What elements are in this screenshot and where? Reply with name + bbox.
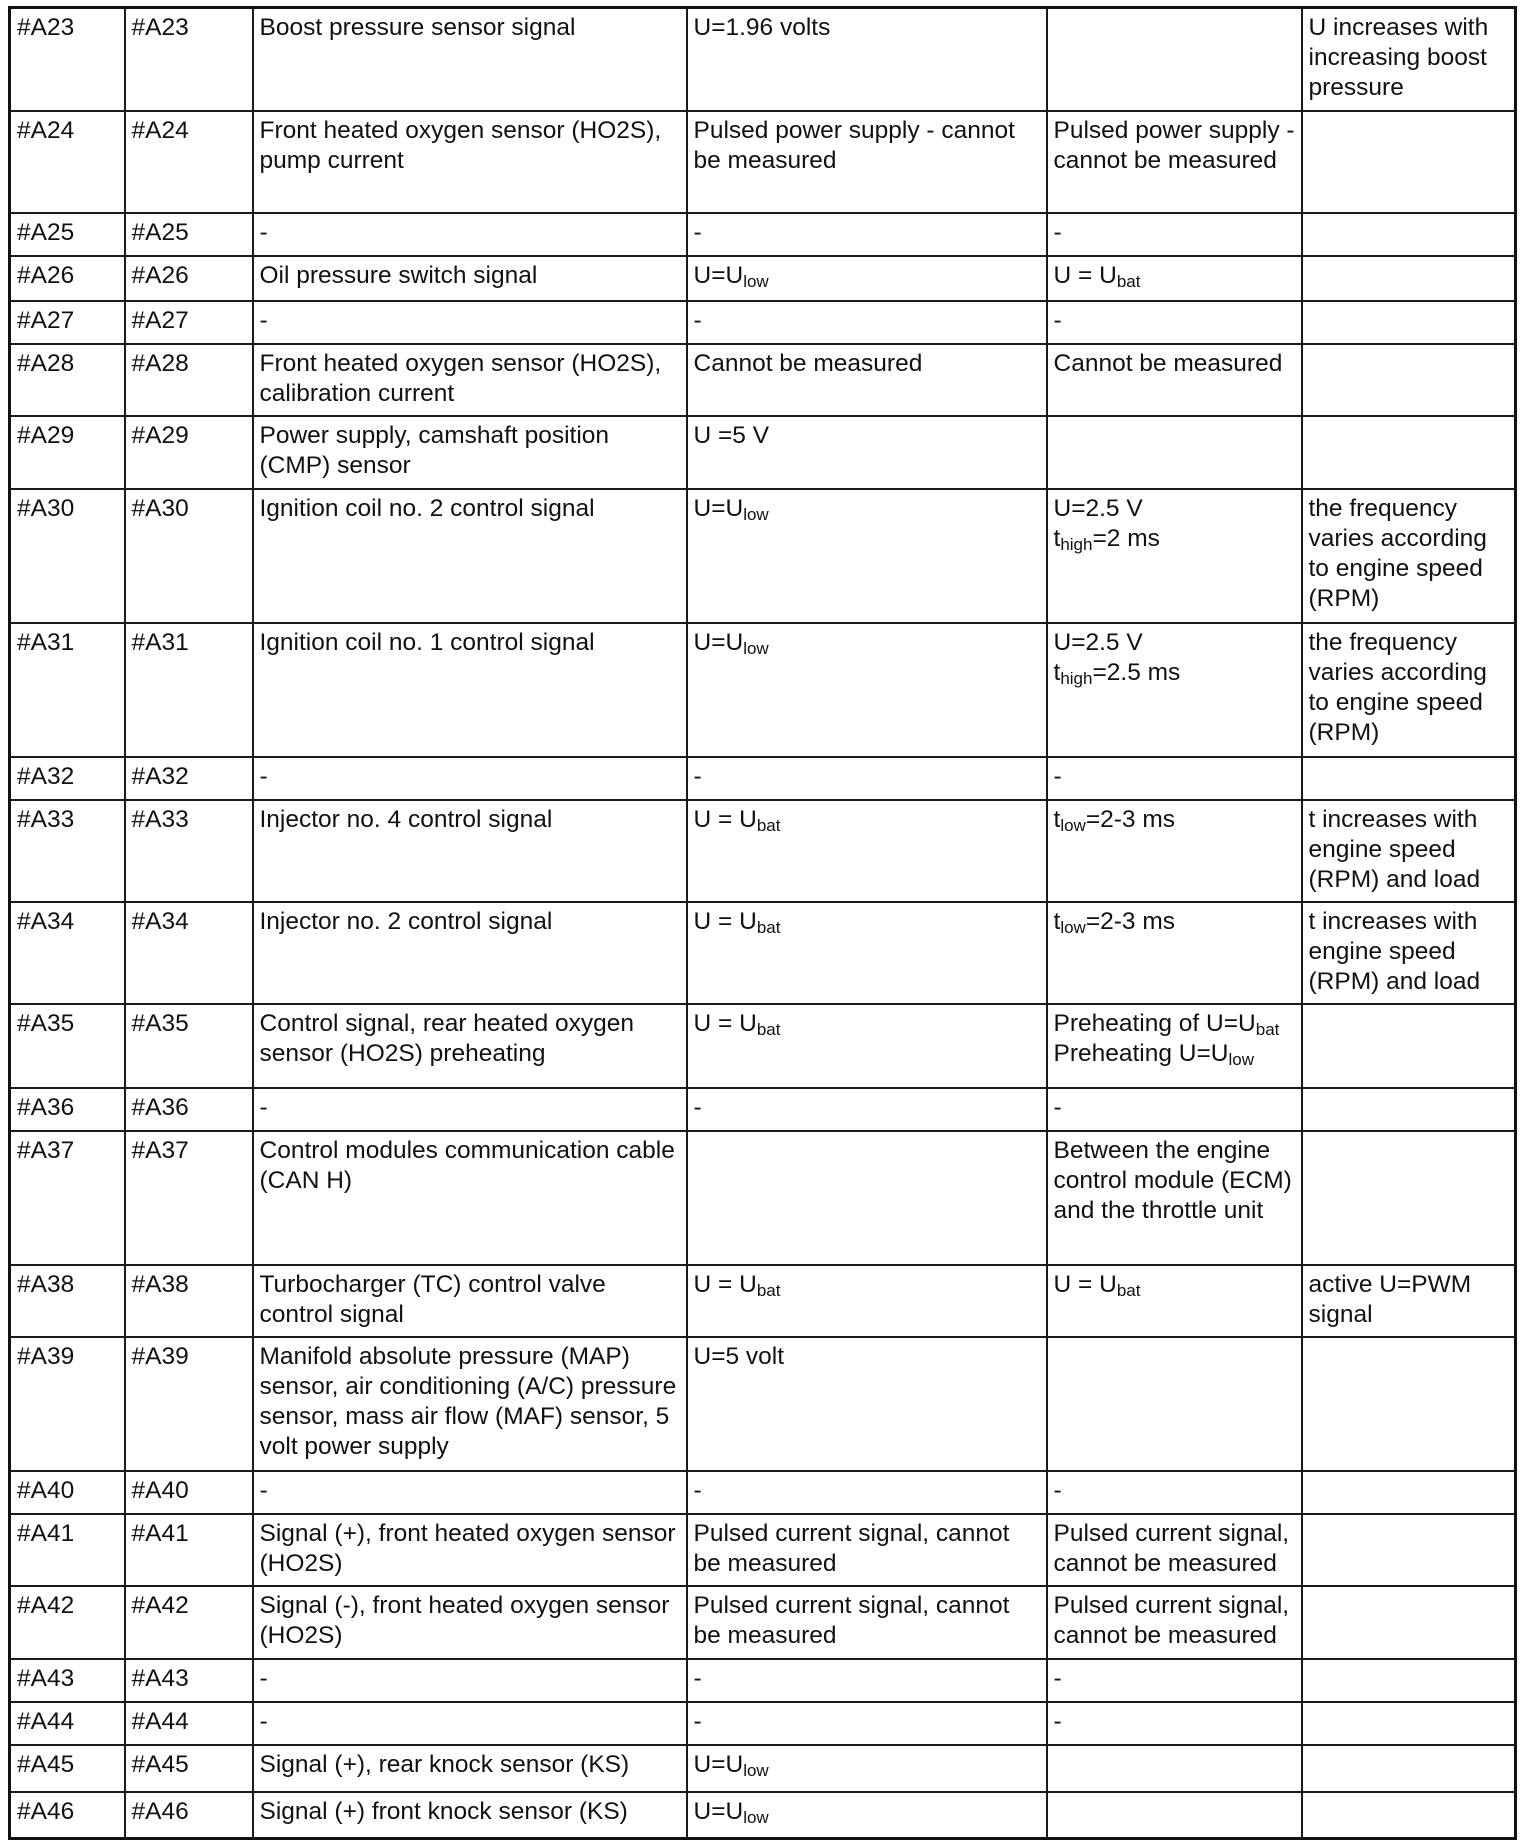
value-text: -: [693, 306, 702, 334]
value-cell-line: [694, 907, 1041, 937]
table-row: [10, 256, 1516, 301]
value-cell: [687, 301, 1047, 344]
condition-cell: [1047, 1702, 1302, 1745]
pin-number-cell: #A43: [10, 1659, 125, 1702]
condition-cell-line: [1054, 907, 1296, 937]
condition-cell-line: [1054, 628, 1296, 658]
value-cell-line: [694, 628, 1041, 658]
value-text: Pulsed current signal, cannot be measured: [693, 1519, 1010, 1577]
condition-cell-line: [1054, 1009, 1296, 1039]
condition-cell: [1047, 8, 1302, 111]
value-text: Between the engine control module (ECM) and the throttle unit: [1053, 1136, 1292, 1224]
value-text: t: [1053, 524, 1061, 552]
pin-number-cell: #A29: [10, 416, 125, 489]
value-cell-line: [694, 1519, 1041, 1579]
value-cell-line: [694, 1093, 1041, 1123]
pin-table-body: [10, 8, 1516, 1839]
value-cell-line: [694, 1707, 1041, 1737]
pin-number-alt-cell: #A33: [125, 800, 253, 902]
condition-cell: [1047, 416, 1302, 489]
subscript-text: bat: [756, 917, 781, 937]
value-text: Pulsed current signal, cannot be measured: [693, 1591, 1010, 1649]
value-text: U=U: [693, 494, 744, 522]
value-cell: [687, 1586, 1047, 1659]
table-row: [10, 416, 1516, 489]
description-cell: Signal (+), rear knock sensor (KS): [253, 1745, 687, 1792]
condition-cell: [1047, 757, 1302, 800]
value-cell: [687, 1471, 1047, 1514]
value-cell-line: [694, 218, 1041, 248]
value-text: Pulsed current signal, cannot be measured: [1053, 1519, 1290, 1577]
condition-cell: [1047, 1337, 1302, 1471]
pin-number-cell: #A38: [10, 1265, 125, 1337]
value-cell: [687, 111, 1047, 213]
condition-cell-line: [1054, 116, 1296, 176]
value-text: -: [693, 762, 702, 790]
value-cell: [687, 213, 1047, 256]
note-cell: the frequency varies according to engine speed (RPM): [1302, 623, 1516, 757]
value-cell-line: [694, 1270, 1041, 1300]
value-text: U=U: [693, 1750, 744, 1778]
pin-number-alt-cell: #A24: [125, 111, 253, 213]
subscript-text: bat: [1116, 271, 1141, 291]
value-text: t: [1053, 805, 1061, 833]
note-cell: U increases with increasing boost pressure: [1302, 8, 1516, 111]
value-cell-line: [694, 762, 1041, 792]
value-cell-line: [694, 1476, 1041, 1506]
pin-number-cell: #A42: [10, 1586, 125, 1659]
pin-number-cell: #A45: [10, 1745, 125, 1792]
condition-cell-line: [1054, 1093, 1296, 1123]
pin-number-alt-cell: #A23: [125, 8, 253, 111]
pin-number-cell: #A39: [10, 1337, 125, 1471]
subscript-text: low: [743, 1807, 769, 1827]
subscript-text: bat: [756, 1280, 781, 1300]
table-row: [10, 902, 1516, 1004]
value-text: U = U: [1053, 1270, 1117, 1298]
value-cell: [687, 416, 1047, 489]
value-text: U=2.5 V: [1053, 494, 1143, 522]
condition-cell-line: [1054, 1519, 1296, 1579]
table-row: [10, 1004, 1516, 1088]
note-cell: [1302, 344, 1516, 416]
description-cell: Ignition coil no. 1 control signal: [253, 623, 687, 757]
description-cell: Boost pressure sensor signal: [253, 8, 687, 111]
note-cell: [1302, 213, 1516, 256]
pin-number-cell: #A26: [10, 256, 125, 301]
table-row: [10, 757, 1516, 800]
description-cell: -: [253, 213, 687, 256]
table-row: [10, 301, 1516, 344]
value-text: Preheating U=U: [1053, 1039, 1229, 1067]
value-cell: [687, 800, 1047, 902]
condition-cell: [1047, 213, 1302, 256]
description-cell: Control signal, rear heated oxygen sensor (HO2S) preheating: [253, 1004, 687, 1088]
subscript-text: high: [1060, 534, 1093, 554]
value-cell: [687, 1004, 1047, 1088]
pin-number-alt-cell: #A37: [125, 1131, 253, 1265]
condition-cell-line: [1054, 1591, 1296, 1651]
note-cell: [1302, 1131, 1516, 1265]
description-cell: -: [253, 1088, 687, 1131]
pin-number-cell: #A24: [10, 111, 125, 213]
pin-number-alt-cell: #A38: [125, 1265, 253, 1337]
note-cell: [1302, 1586, 1516, 1659]
condition-cell-line: [1054, 261, 1296, 291]
value-cell-line: [694, 805, 1041, 835]
value-cell: [687, 757, 1047, 800]
note-cell: [1302, 1659, 1516, 1702]
pin-number-alt-cell: #A39: [125, 1337, 253, 1471]
value-text: U =5 V: [693, 421, 770, 449]
pin-number-cell: #A28: [10, 344, 125, 416]
value-text: U = U: [1053, 261, 1117, 289]
condition-cell: [1047, 1745, 1302, 1792]
table-row: [10, 1702, 1516, 1745]
table-row: [10, 489, 1516, 623]
pin-table-page: [8, 6, 1517, 1840]
condition-cell: [1047, 1131, 1302, 1265]
pin-number-alt-cell: #A31: [125, 623, 253, 757]
pin-number-cell: #A30: [10, 489, 125, 623]
pin-number-cell: #A25: [10, 213, 125, 256]
subscript-text: bat: [756, 815, 781, 835]
value-text: -: [1053, 1707, 1062, 1735]
subscript-text: low: [1060, 917, 1086, 937]
value-cell: [687, 1131, 1047, 1265]
value-text: -: [1053, 1664, 1062, 1692]
pin-number-alt-cell: #A42: [125, 1586, 253, 1659]
pin-number-alt-cell: #A36: [125, 1088, 253, 1131]
description-cell: Oil pressure switch signal: [253, 256, 687, 301]
description-cell: Front heated oxygen sensor (HO2S), pump current: [253, 111, 687, 213]
table-row: [10, 1337, 1516, 1471]
pin-number-cell: #A35: [10, 1004, 125, 1088]
value-cell: [687, 1265, 1047, 1337]
description-cell: -: [253, 1702, 687, 1745]
pin-number-cell: #A46: [10, 1792, 125, 1839]
value-text: -: [693, 218, 702, 246]
table-row: [10, 1745, 1516, 1792]
condition-cell: [1047, 902, 1302, 1004]
value-text: Cannot be measured: [1053, 349, 1283, 377]
value-cell: [687, 623, 1047, 757]
subscript-text: low: [743, 271, 769, 291]
subscript-text: low: [743, 504, 769, 524]
note-cell: [1302, 1088, 1516, 1131]
value-cell-line: [694, 349, 1041, 379]
description-cell: -: [253, 1659, 687, 1702]
subscript-text: low: [1228, 1049, 1255, 1069]
pin-number-cell: #A34: [10, 902, 125, 1004]
value-text: Preheating of U=U: [1053, 1009, 1256, 1037]
value-text: t: [1053, 658, 1061, 686]
value-text: U = U: [693, 1009, 757, 1037]
value-cell-line: [694, 1750, 1041, 1780]
value-text: Pulsed current signal, cannot be measured: [1053, 1591, 1290, 1649]
condition-cell: [1047, 1004, 1302, 1088]
value-cell-line: [694, 1591, 1041, 1651]
value-cell-line: [694, 261, 1041, 291]
value-text: U=U: [693, 1797, 744, 1825]
condition-cell: [1047, 256, 1302, 301]
value-text: -: [693, 1093, 702, 1121]
subscript-text: bat: [756, 1019, 781, 1039]
pin-number-cell: #A32: [10, 757, 125, 800]
note-cell: [1302, 1514, 1516, 1586]
condition-cell-line: [1054, 1476, 1296, 1506]
table-row: [10, 1514, 1516, 1586]
pin-number-cell: #A41: [10, 1514, 125, 1586]
condition-cell: [1047, 1265, 1302, 1337]
description-cell: Signal (+), front heated oxygen sensor (HO2S): [253, 1514, 687, 1586]
value-cell: [687, 1088, 1047, 1131]
condition-cell: [1047, 623, 1302, 757]
value-cell-line: [694, 421, 1041, 451]
condition-cell: [1047, 301, 1302, 344]
pin-number-cell: #A31: [10, 623, 125, 757]
pin-number-alt-cell: #A35: [125, 1004, 253, 1088]
condition-cell-line: [1054, 218, 1296, 248]
condition-cell-line: [1054, 1707, 1296, 1737]
pin-number-cell: #A27: [10, 301, 125, 344]
description-cell: Signal (-), front heated oxygen sensor (HO2S): [253, 1586, 687, 1659]
value-text: =2-3 ms: [1085, 907, 1176, 935]
condition-cell: [1047, 111, 1302, 213]
condition-cell-line: [1054, 805, 1296, 835]
value-text: =2 ms: [1092, 524, 1160, 552]
table-row: [10, 1586, 1516, 1659]
value-text: =2.5 ms: [1092, 658, 1181, 686]
value-text: -: [1053, 306, 1062, 334]
subscript-text: bat: [1116, 1280, 1141, 1300]
value-cell: [687, 1745, 1047, 1792]
pin-number-cell: #A37: [10, 1131, 125, 1265]
description-cell: -: [253, 1471, 687, 1514]
note-cell: [1302, 1792, 1516, 1839]
value-text: Cannot be measured: [693, 349, 923, 377]
value-cell-line: [694, 116, 1041, 176]
note-cell: [1302, 111, 1516, 213]
value-cell-line: [694, 494, 1041, 524]
condition-cell-line: [1054, 524, 1296, 554]
pin-number-alt-cell: #A26: [125, 256, 253, 301]
value-text: -: [1053, 762, 1062, 790]
condition-cell: [1047, 1792, 1302, 1839]
table-row: [10, 1471, 1516, 1514]
pin-number-cell: #A40: [10, 1471, 125, 1514]
description-cell: Front heated oxygen sensor (HO2S), calibration current: [253, 344, 687, 416]
condition-cell: [1047, 800, 1302, 902]
table-row: [10, 1088, 1516, 1131]
description-cell: Signal (+) front knock sensor (KS): [253, 1792, 687, 1839]
description-cell: Injector no. 2 control signal: [253, 902, 687, 1004]
note-cell: [1302, 1337, 1516, 1471]
note-cell: t increases with engine speed (RPM) and load: [1302, 800, 1516, 902]
note-cell: [1302, 1471, 1516, 1514]
value-text: -: [693, 1707, 702, 1735]
condition-cell: [1047, 1471, 1302, 1514]
description-cell: Injector no. 4 control signal: [253, 800, 687, 902]
value-cell: [687, 902, 1047, 1004]
subscript-text: high: [1060, 668, 1093, 688]
table-row: [10, 111, 1516, 213]
subscript-text: low: [743, 638, 769, 658]
value-text: U=5 volt: [693, 1342, 785, 1370]
value-text: -: [693, 1664, 702, 1692]
value-cell: [687, 8, 1047, 111]
condition-cell: [1047, 1514, 1302, 1586]
table-row: [10, 1659, 1516, 1702]
value-text: -: [1053, 218, 1062, 246]
description-cell: Ignition coil no. 2 control signal: [253, 489, 687, 623]
note-cell: [1302, 1004, 1516, 1088]
pin-number-alt-cell: #A46: [125, 1792, 253, 1839]
pin-number-alt-cell: #A34: [125, 902, 253, 1004]
note-cell: [1302, 1745, 1516, 1792]
table-row: [10, 1792, 1516, 1839]
note-cell: [1302, 301, 1516, 344]
table-row: [10, 1131, 1516, 1265]
condition-cell: [1047, 1088, 1302, 1131]
pin-number-alt-cell: #A27: [125, 301, 253, 344]
description-cell: -: [253, 301, 687, 344]
value-text: U=1.96 volts: [693, 14, 831, 41]
value-text: -: [693, 1476, 702, 1504]
condition-cell-line: [1054, 1136, 1296, 1226]
pin-table: [8, 6, 1517, 1840]
subscript-text: low: [1060, 815, 1086, 835]
pin-number-alt-cell: #A32: [125, 757, 253, 800]
value-cell-line: [694, 1664, 1041, 1694]
note-cell: [1302, 1702, 1516, 1745]
description-cell: Control modules communication cable (CAN H): [253, 1131, 687, 1265]
value-text: U=2.5 V: [1053, 628, 1143, 656]
pin-number-cell: #A23: [10, 8, 125, 111]
description-cell: Manifold absolute pressure (MAP) sensor, air conditioning (A/C) pressure sensor, mass air flow (MAF) sensor, 5 volt power supply: [253, 1337, 687, 1471]
condition-cell-line: [1054, 1039, 1296, 1069]
pin-number-alt-cell: #A44: [125, 1702, 253, 1745]
value-text: U = U: [693, 1270, 757, 1298]
value-text: -: [1053, 1093, 1062, 1121]
note-cell: [1302, 416, 1516, 489]
condition-cell: [1047, 1586, 1302, 1659]
value-text: U=U: [693, 261, 744, 289]
value-text: Pulsed power supply - cannot be measured: [1053, 116, 1295, 174]
value-text: Pulsed power supply - cannot be measured: [693, 116, 1015, 174]
condition-cell-line: [1054, 658, 1296, 688]
condition-cell: [1047, 1659, 1302, 1702]
table-row: [10, 344, 1516, 416]
pin-number-alt-cell: #A25: [125, 213, 253, 256]
condition-cell: [1047, 489, 1302, 623]
condition-cell-line: [1054, 349, 1296, 379]
value-cell-line: [694, 1009, 1041, 1039]
value-cell: [687, 1792, 1047, 1839]
pin-number-cell: #A33: [10, 800, 125, 902]
value-text: U = U: [693, 907, 757, 935]
condition-cell-line: [1054, 762, 1296, 792]
pin-number-alt-cell: #A43: [125, 1659, 253, 1702]
description-cell: -: [253, 757, 687, 800]
pin-number-alt-cell: #A40: [125, 1471, 253, 1514]
subscript-text: low: [743, 1760, 769, 1780]
subscript-text: bat: [1255, 1019, 1280, 1039]
table-row: [10, 800, 1516, 902]
condition-cell-line: [1054, 306, 1296, 336]
table-row: [10, 623, 1516, 757]
value-cell-line: [694, 1342, 1041, 1372]
note-cell: the frequency varies according to engine speed (RPM): [1302, 489, 1516, 623]
value-text: t: [1053, 907, 1061, 935]
pin-number-alt-cell: #A45: [125, 1745, 253, 1792]
note-cell: active U=PWM signal: [1302, 1265, 1516, 1337]
condition-cell-line: [1054, 1664, 1296, 1694]
value-cell: [687, 1337, 1047, 1471]
pin-number-alt-cell: #A29: [125, 416, 253, 489]
note-cell: t increases with engine speed (RPM) and load: [1302, 902, 1516, 1004]
table-row: [10, 213, 1516, 256]
pin-number-cell: #A36: [10, 1088, 125, 1131]
value-cell-line: [694, 13, 1041, 43]
condition-cell-line: [1054, 494, 1296, 524]
condition-cell: [1047, 344, 1302, 416]
pin-number-alt-cell: #A28: [125, 344, 253, 416]
value-cell: [687, 1514, 1047, 1586]
value-cell-line: [694, 306, 1041, 336]
value-cell: [687, 489, 1047, 623]
description-cell: Turbocharger (TC) control valve control signal: [253, 1265, 687, 1337]
value-text: =2-3 ms: [1085, 805, 1176, 833]
value-cell: [687, 1702, 1047, 1745]
table-row: [10, 8, 1516, 111]
pin-number-cell: #A44: [10, 1702, 125, 1745]
value-cell: [687, 344, 1047, 416]
value-text: U=U: [693, 628, 744, 656]
value-cell: [687, 1659, 1047, 1702]
value-cell: [687, 256, 1047, 301]
value-text: -: [1053, 1476, 1062, 1504]
value-cell-line: [694, 1797, 1041, 1827]
value-text: U = U: [693, 805, 757, 833]
condition-cell-line: [1054, 1270, 1296, 1300]
note-cell: [1302, 256, 1516, 301]
pin-number-alt-cell: #A41: [125, 1514, 253, 1586]
description-cell: Power supply, camshaft position (CMP) sensor: [253, 416, 687, 489]
table-row: [10, 1265, 1516, 1337]
pin-number-alt-cell: #A30: [125, 489, 253, 623]
note-cell: [1302, 757, 1516, 800]
